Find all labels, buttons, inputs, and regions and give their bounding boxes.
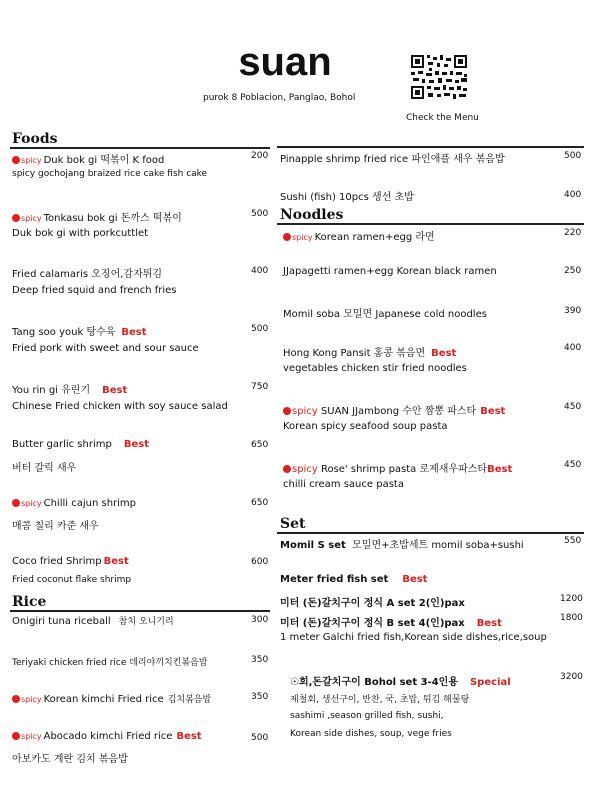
- restaurant-title: suan: [238, 40, 332, 84]
- menu-item: [283, 344, 456, 359]
- foods-divider: [10, 147, 270, 149]
- item-price: 500: [251, 324, 269, 334]
- item-name: Tonkasu bok gi 돈까스 떡볶이: [43, 213, 182, 224]
- item-price: 1800: [560, 613, 583, 623]
- item-name: Rose' shrimp pasta 로제새우파스타: [320, 464, 488, 475]
- item-description: sashimi ,season grilled fish, sushi,: [290, 711, 444, 721]
- item-name: Momil S set: [280, 540, 346, 551]
- menu-item: [280, 536, 524, 551]
- menu-item: [12, 439, 149, 450]
- best-badge: Best: [480, 406, 506, 417]
- item-description: Chinese Fried chicken with soy sauce salad: [12, 401, 228, 412]
- item-name: Momil soba 모밀면 Japanese cold noodles: [283, 309, 487, 320]
- best-badge: Best: [487, 464, 513, 475]
- item-description: Fried coconut flake shrimp: [12, 575, 132, 585]
- best-badge: Best: [102, 385, 128, 396]
- item-description: 1 meter Galchi fried fish,Korean side dishes,rice,soup: [280, 632, 547, 643]
- menu-item: [12, 498, 136, 509]
- best-badge: Best: [476, 618, 502, 629]
- item-price: 450: [564, 402, 582, 412]
- menu-item: [12, 731, 202, 742]
- item-price: 400: [564, 190, 582, 200]
- item-description: Korean spicy seafood soup pasta: [283, 421, 448, 432]
- noodles-divider: [277, 223, 584, 225]
- set-title: Meter fried fish set: [280, 574, 389, 585]
- menu-item: [283, 402, 505, 417]
- item-description: 제철회, 생선구이, 반찬, 국, 초밥, 튀김 해물탕: [290, 695, 470, 705]
- item-name: Butter garlic shrimp: [12, 439, 112, 450]
- item-price: 390: [564, 306, 582, 316]
- item-name: Chilli cajun shrimp: [43, 498, 137, 509]
- item-price: 350: [251, 655, 269, 665]
- best-badge: Best: [121, 327, 147, 338]
- item-description: Fried pork with sweet and sour sauce: [12, 343, 199, 354]
- item-price: 500: [564, 151, 582, 161]
- item-description: vegetables chicken stir fried noodles: [283, 363, 467, 374]
- item-name: ☉회,돈갈치구이 Bohol set 3-4인용: [290, 677, 458, 688]
- spicy-dot-icon: [12, 499, 20, 507]
- item-name: Coco fried Shrimp: [12, 556, 102, 567]
- item-price: 3200: [560, 672, 583, 682]
- item-price: 500: [251, 733, 269, 743]
- menu-item: [280, 614, 502, 629]
- item-price: 300: [251, 615, 269, 625]
- menu-item: [12, 323, 147, 338]
- item-price: 220: [564, 228, 582, 238]
- spicy-dot-icon: [12, 214, 20, 222]
- item-name-korean: 참치 오니기리: [118, 617, 174, 627]
- item-name: Pinapple shrimp fried rice 파인애플 새우 볶음밥: [280, 154, 505, 165]
- spicy-label: spicy: [21, 214, 42, 223]
- right-top-divider: [277, 146, 584, 148]
- menu-item: [280, 574, 427, 585]
- item-name-korean: 김치볶음밥: [167, 695, 212, 705]
- best-badge: Best: [103, 556, 129, 567]
- item-name: 미터 (돈)갈치구이 정식 A set 2(인)pax: [280, 598, 465, 609]
- spicy-dot-icon: [12, 732, 20, 740]
- item-name: Abocado kimchi Fried rice: [43, 731, 173, 742]
- menu-item: [283, 460, 512, 475]
- menu-item: [12, 381, 127, 396]
- spicy-label: spicy: [21, 156, 42, 165]
- section-heading-noodles: Noodles: [280, 207, 344, 223]
- special-badge: Special: [469, 677, 511, 688]
- spicy-label: spicy: [292, 233, 313, 242]
- item-price: 250: [564, 266, 582, 276]
- menu-item: [12, 692, 211, 705]
- qr-code-icon[interactable]: [409, 53, 469, 101]
- spicy-dot-icon: [12, 156, 20, 164]
- item-name: 미터 (돈)갈치구이 정식 B set 4(인)pax: [280, 618, 465, 629]
- section-heading-rice: Rice: [12, 594, 47, 610]
- spicy-label: spicy: [292, 406, 318, 417]
- item-name: SUAN JJambong 수안 짬뽕 파스타: [320, 406, 477, 417]
- section-heading-set: Set: [280, 516, 306, 532]
- item-price: 450: [564, 460, 582, 470]
- section-heading-foods: Foods: [12, 131, 58, 147]
- item-description: 버터 갈릭 새우: [12, 463, 77, 474]
- item-description: Duk bok gi with porkcuttlet: [12, 228, 149, 239]
- menu-item: [12, 614, 174, 627]
- item-price: 200: [251, 151, 269, 161]
- item-price: 750: [251, 382, 269, 392]
- item-name: JJapagetti ramen+egg Korean black ramen: [283, 266, 497, 277]
- item-name: You rin gi 유린기: [12, 385, 91, 396]
- item-price: 400: [564, 343, 582, 353]
- menu-item: [290, 673, 511, 688]
- item-description: spicy gochojang braized rice cake fish cake: [12, 169, 208, 179]
- item-price: 500: [251, 209, 269, 219]
- rice-divider: [10, 610, 270, 612]
- item-description: 매콤 칠리 카준 새우: [12, 521, 99, 532]
- best-badge: Best: [431, 348, 457, 359]
- item-description: chilli cream sauce pasta: [283, 479, 404, 490]
- best-badge: Best: [402, 574, 428, 585]
- item-description: 아보카도 계란 김치 볶음밥: [12, 754, 128, 765]
- item-name: Duk bok gi 떡볶이 K food: [43, 155, 165, 166]
- item-price: 650: [251, 498, 269, 508]
- item-price: 400: [251, 266, 269, 276]
- item-name: Korean ramen+egg 라면: [314, 232, 435, 243]
- item-name: Hong Kong Pansit 홍콩 볶음면: [283, 348, 426, 359]
- best-badge: Best: [176, 731, 202, 742]
- spicy-dot-icon: [283, 407, 291, 415]
- spicy-dot-icon: [12, 695, 20, 703]
- item-description: Deep fried squid and french fries: [12, 285, 177, 296]
- item-price: 550: [564, 536, 582, 546]
- item-name: Fried calamaris 오징어,감자튀김: [12, 269, 163, 280]
- best-badge: Best: [123, 439, 149, 450]
- menu-item: [12, 556, 129, 567]
- spicy-label: spicy: [292, 464, 318, 475]
- spicy-dot-icon: [283, 465, 291, 473]
- item-name: Korean kimchi Fried rice: [43, 694, 164, 705]
- item-name: Teriyaki chicken fried rice 데리야끼치킨볶음밥: [12, 658, 208, 668]
- item-name: Sushi (fish) 10pcs 생선 초밥: [280, 192, 414, 203]
- restaurant-address: purok 8 Poblacion, Panglao, Bohol: [203, 93, 356, 103]
- qr-caption: Check the Menu: [406, 113, 479, 123]
- item-name: Tang soo youk 탕수육: [12, 327, 116, 338]
- item-price: 1200: [560, 594, 583, 604]
- item-price: 600: [251, 557, 269, 567]
- menu-item: [12, 151, 164, 166]
- spicy-dot-icon: [283, 233, 291, 241]
- spicy-label: spicy: [21, 732, 42, 741]
- item-name: Onigiri tuna riceball: [12, 616, 111, 627]
- item-price: 350: [251, 692, 269, 702]
- item-description: 모밀면+초밥세트 momil soba+sushi: [352, 540, 524, 551]
- item-price: 650: [251, 440, 269, 450]
- spicy-label: spicy: [21, 499, 42, 508]
- spicy-label: spicy: [21, 695, 42, 704]
- menu-item: [12, 209, 182, 224]
- item-description: Korean side dishes, soup, vege fries: [290, 729, 452, 739]
- set-divider: [277, 532, 584, 534]
- menu-item: [283, 228, 435, 243]
